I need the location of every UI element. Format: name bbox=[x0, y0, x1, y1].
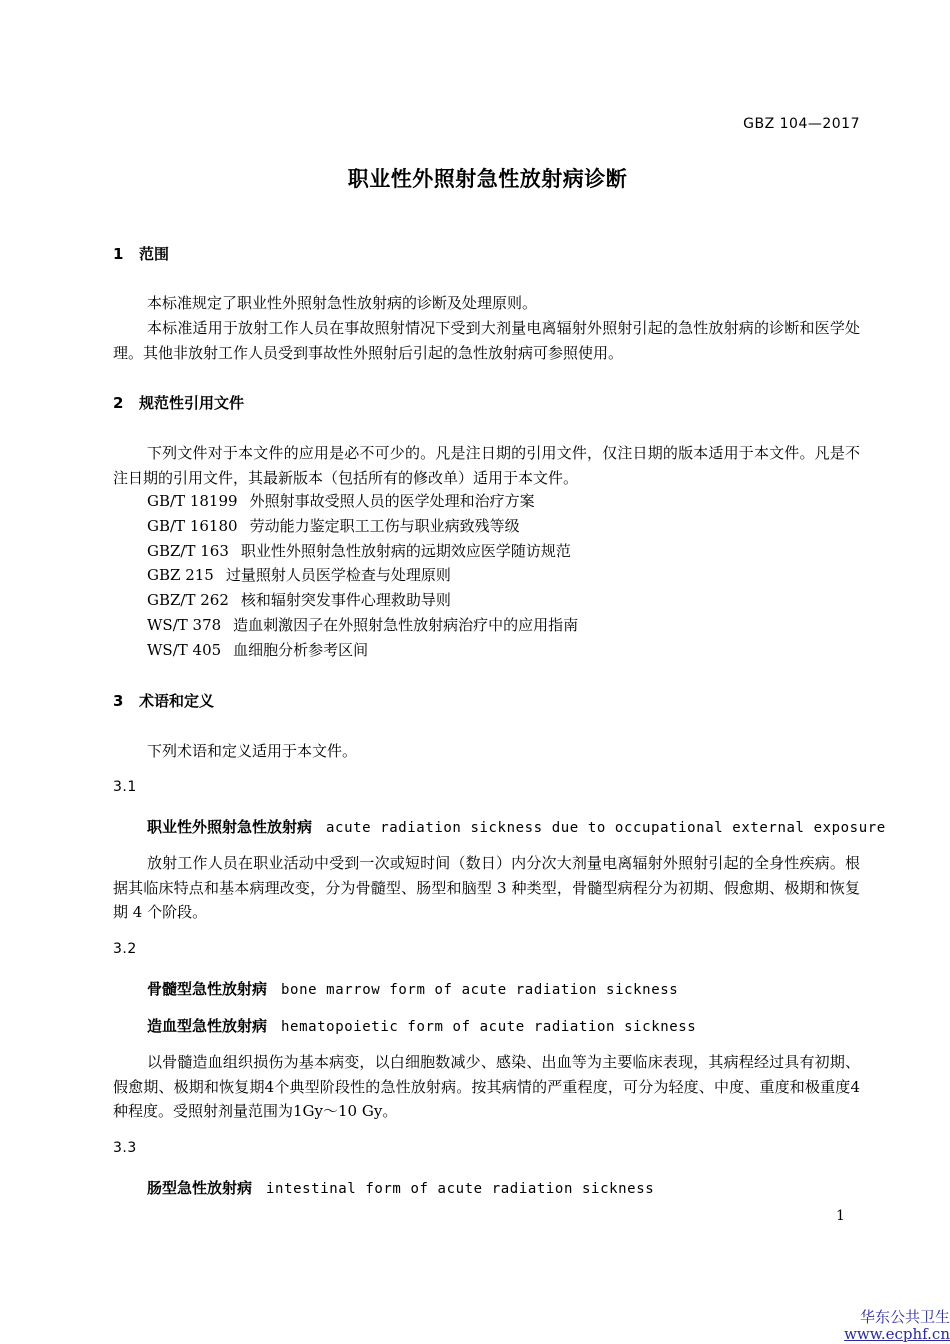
term-entry bbox=[147, 978, 678, 999]
section-3-intro: 下列术语和定义适用于本文件。 bbox=[147, 742, 358, 760]
term-chinese: 职业性外照射急性放射病 bbox=[147, 818, 313, 836]
term-english: hematopoietic form of acute radiation sickness bbox=[281, 1019, 697, 1035]
section-title: 规范性引用文件 bbox=[139, 394, 245, 412]
reference-title: 造血刺激因子在外照射急性放射病治疗中的应用指南 bbox=[233, 616, 579, 634]
term-english: intestinal form of acute radiation sickness bbox=[266, 1181, 655, 1197]
reference-title: 职业性外照射急性放射病的远期效应医学随访规范 bbox=[240, 542, 571, 560]
reference-code: GB/T 16180 bbox=[147, 517, 238, 535]
term-definition: 放射工作人员在职业活动中受到一次或短时间（数日）内分次大剂量电离辐射外照射引起的全身性疾病。根据其临床特点和基本病理改变，分为骨髓型、肠型和脑型 3 种类型，骨髓型病程分为初期、假愈期、极期和恢复期 4 个阶段。 bbox=[113, 854, 860, 921]
term-chinese: 肠型急性放射病 bbox=[147, 1179, 253, 1197]
reference-item bbox=[147, 515, 520, 536]
term-definition: 以骨髓造血组织损伤为基本病变，以白细胞数减少、感染、出血等为主要临床表现，其病程经过具有初期、假愈期、极期和恢复期4个典型阶段性的急性放射病。按其病情的严重程度，可分为轻度、中度、重度和极重度4种程度。受照射剂量范围为1Gy～10 Gy。 bbox=[113, 1053, 860, 1120]
reference-code: GBZ 215 bbox=[147, 566, 214, 584]
reference-item bbox=[147, 614, 578, 635]
section-2-intro: 下列文件对于本文件的应用是必不可少的。凡是注日期的引用文件，仅注日期的版本适用于本文件。凡是不注日期的引用文件，其最新版本（包括所有的修改单）适用于本文件。 bbox=[113, 444, 860, 487]
page-number: 1 bbox=[836, 1208, 845, 1224]
clause-number: 3.2 bbox=[113, 941, 137, 957]
section-3-heading bbox=[113, 690, 214, 711]
section-number: 2 bbox=[113, 394, 124, 412]
section-number: 3 bbox=[113, 692, 124, 710]
reference-item bbox=[147, 490, 535, 511]
reference-title: 外照射事故受照人员的医学处理和治疗方案 bbox=[249, 492, 535, 510]
reference-item bbox=[147, 564, 451, 585]
watermark-name: 华东公共卫生 bbox=[859, 1308, 950, 1326]
reference-title: 劳动能力鉴定职工工伤与职业病致残等级 bbox=[249, 517, 520, 535]
section-number: 1 bbox=[113, 245, 124, 263]
reference-code: GBZ/T 163 bbox=[147, 542, 229, 560]
reference-item bbox=[147, 540, 571, 561]
reference-code: WS/T 405 bbox=[147, 641, 222, 659]
clause-number: 3.3 bbox=[113, 1140, 137, 1156]
term-entry bbox=[147, 1177, 654, 1198]
term-english: acute radiation sickness due to occupational external exposure bbox=[326, 820, 886, 836]
section-1-paragraph-2: 本标准适用于放射工作人员在事故照射情况下受到大剂量电离辐射外照射引起的急性放射病的诊断和医学处理。其他非放射工作人员受到事故性外照射后引起的急性放射病可参照使用。 bbox=[113, 319, 860, 362]
reference-code: GB/T 18199 bbox=[147, 492, 238, 510]
alternative-term-entry bbox=[147, 1015, 696, 1036]
section-1-heading bbox=[113, 243, 169, 264]
term-chinese: 骨髓型急性放射病 bbox=[147, 980, 268, 998]
term-entry bbox=[147, 816, 886, 837]
section-2-heading bbox=[113, 392, 244, 413]
standard-code: GBZ 104—2017 bbox=[743, 116, 860, 132]
reference-code: WS/T 378 bbox=[147, 616, 222, 634]
reference-title: 过量照射人员医学检查与处理原则 bbox=[225, 566, 451, 584]
document-title: 职业性外照射急性放射病诊断 bbox=[347, 167, 628, 191]
reference-item bbox=[147, 589, 451, 610]
reference-item bbox=[147, 639, 368, 660]
reference-title: 血细胞分析参考区间 bbox=[233, 641, 369, 659]
section-1-paragraph-1: 本标准规定了职业性外照射急性放射病的诊断及处理原则。 bbox=[147, 294, 538, 312]
clause-number: 3.1 bbox=[113, 779, 137, 795]
section-title: 术语和定义 bbox=[139, 692, 215, 710]
reference-code: GBZ/T 262 bbox=[147, 591, 229, 609]
term-chinese: 造血型急性放射病 bbox=[147, 1017, 268, 1035]
section-title: 范围 bbox=[139, 245, 170, 263]
term-english: bone marrow form of acute radiation sickness bbox=[281, 982, 679, 998]
watermark-url[interactable]: www.ecphf.cn bbox=[844, 1325, 950, 1343]
reference-title: 核和辐射突发事件心理救助导则 bbox=[240, 591, 451, 609]
